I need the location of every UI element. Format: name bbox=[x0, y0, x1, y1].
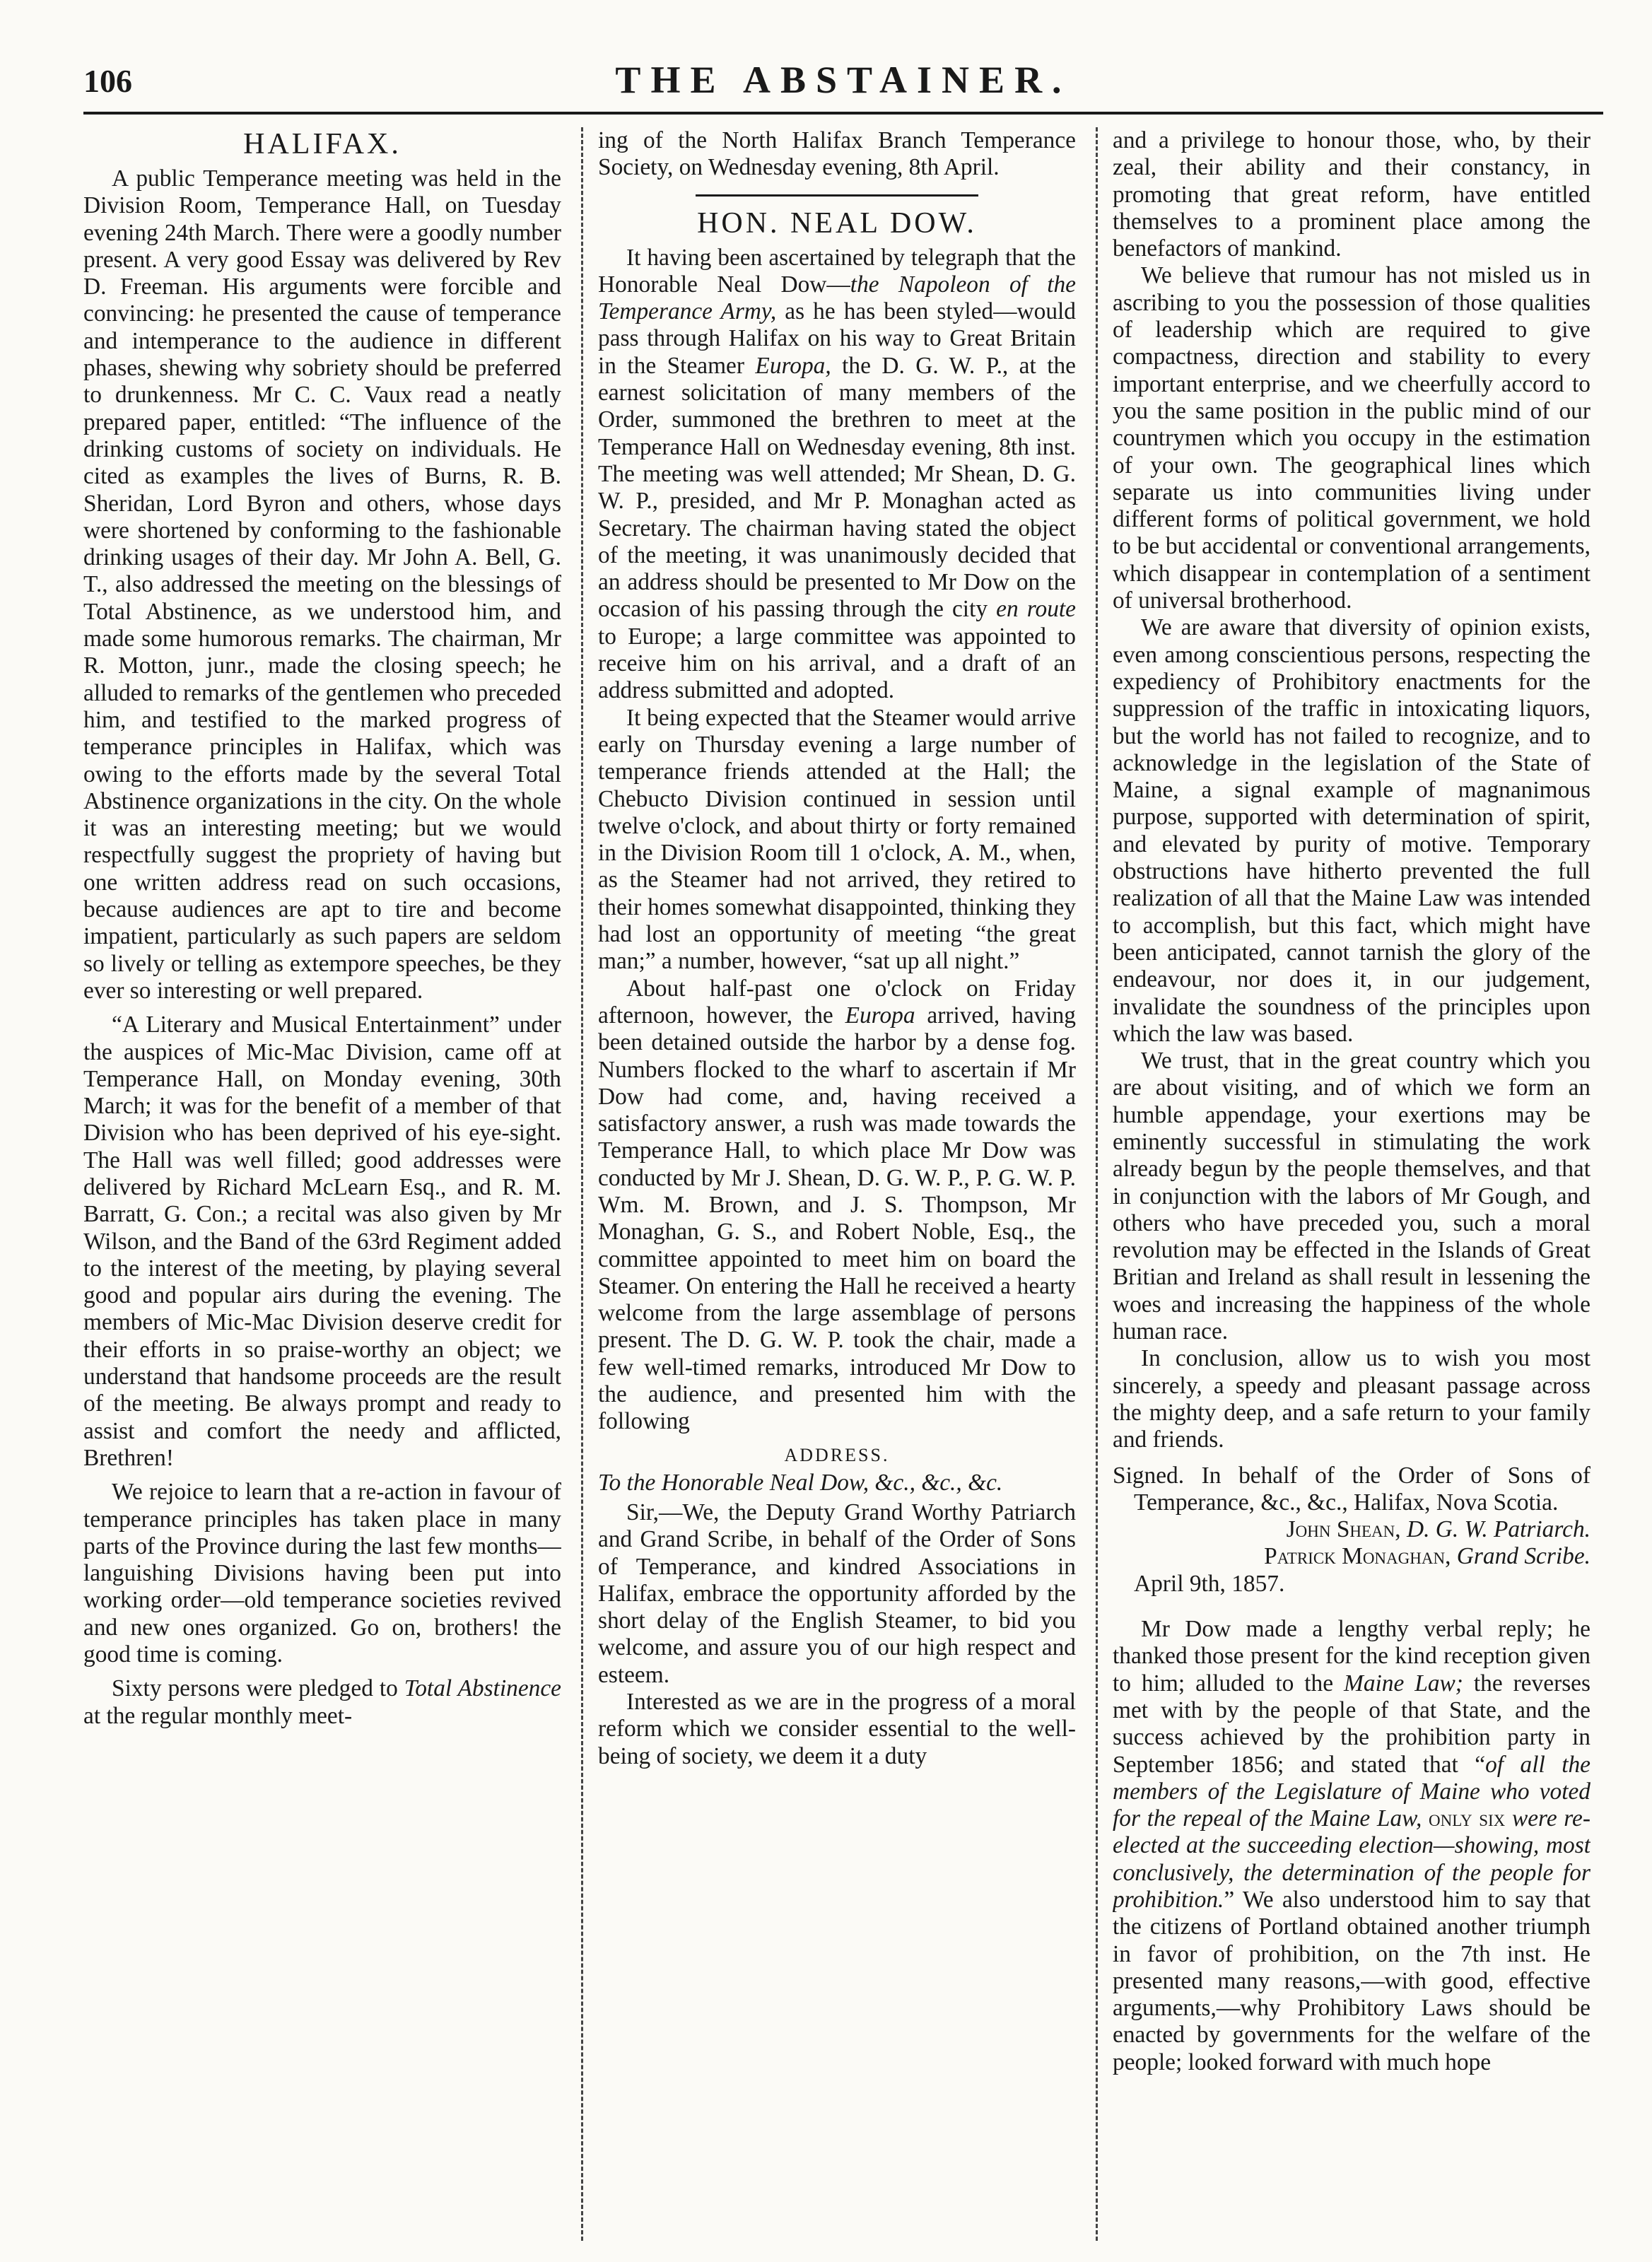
paragraph bbox=[598, 975, 1076, 1436]
paragraph: We rejoice to learn that a re-action in favour of temperance principles has taken place in many parts of the Province during the last few months—languishing Divisions having been put into working order—old temperance societies revived and new ones organized. Go on, brothers! the good time is coming. bbox=[83, 1479, 561, 1668]
text-run: Sixty persons were pledged to bbox=[112, 1675, 404, 1702]
paragraph bbox=[83, 1675, 561, 1730]
signature-monaghan bbox=[1113, 1543, 1591, 1570]
header-rule bbox=[83, 112, 1603, 115]
signature-shean bbox=[1113, 1516, 1591, 1543]
signatory-name: John Shean, bbox=[1286, 1516, 1401, 1543]
text-run: the D. G. W. P., at the earnest solicitation of many members of the Order, summoned the brethren to meet at the Temperance Hall on Wednesday evening, 8th inst. The meeting was well attended; Mr Shean, D. G. W. P., presided, and Mr P. Monaghan acted as Secretary. The chairman having stated the object of the meeting, it was unanimously decided that an address should be presented to Mr Dow on the occasion of his passing through the city bbox=[598, 352, 1076, 623]
paragraph bbox=[598, 245, 1076, 705]
text-run: the reverses met with by the people of that State, and the success achieved by the prohibition party in September 1856; and stated that “ bbox=[1113, 1670, 1591, 1778]
page-header bbox=[83, 58, 1603, 107]
signatory-title: Grand Scribe. bbox=[1451, 1543, 1591, 1570]
paragraph: We trust, that in the great country which you are about visiting, and of which we form an humble appendage, your exertions may be eminently successful in stimulating the work already begun by the people themselves, and that in conjunction with the labors of Mr Gough, and others who have preceded you, such a moral revolution may be effected in the Islands of Great Britian and Ireland as shall result in lessening the woes and increasing the happiness of the whole human race. bbox=[1113, 1048, 1591, 1345]
text-run: About half-past one o'clock on Friday afternoon, however, the bbox=[598, 975, 1076, 1029]
italic-run: Maine Law; bbox=[1344, 1670, 1463, 1696]
italic-run: en route bbox=[996, 596, 1076, 623]
italic-run: were re-elected at the succeeding election—showing, most conclusively, the determination of the people for prohibition. bbox=[1113, 1805, 1591, 1913]
column-3 bbox=[1113, 127, 1591, 2241]
smallcaps-run: only six bbox=[1422, 1805, 1512, 1832]
text-run: to Europe; a large committee was appointed to receive him on his arrival, and a draft of an address submitted and adopted. bbox=[598, 623, 1076, 704]
paragraph: A public Temperance meeting was held in the Division Room, Temperance Hall, on Tuesday evening 24th March. There were a goodly number present. A very good Essay was delivered by Rev D. Freeman. His arguments were forcible and convincing: he presented the cause of temperance and intemperance to the audience in different phases, shewing why sobriety should be preferred to drunkenness. Mr C. C. Vaux read a neatly prepared paper, entitled: “The influence of the drinking customs of society on individuals. He cited as examples the lives of Burns, R. B. Sheridan, Lord Byron and others, whose days were shortened by conforming to the fashionable drinking usages of their day. Mr John A. Bell, G. T., also addressed the meeting on the blessings of Total Abstinence, as we understood him, and made some humorous remarks. The chairman, Mr R. Motton, junr., made the closing speech; he alluded to remarks of the gentlemen who preceded him, and testified to the marked progress of temperance principles in Halifax, which was owing to the efforts made by the several Total Abstinence organizations in the city. On the whole it was an interesting meeting; but we would respectfully suggest the propriety of having but one written address read on such occasions, because audiences are apt to tire and become impatient, particularly as such papers are seldom so lively or telling as extempore speeches, be they ever so interesting or well prepared. bbox=[83, 165, 561, 1004]
italic-run: Europa, bbox=[755, 352, 831, 379]
paragraph: In conclusion, allow us to wish you most sincerely, a speedy and pleasant passage across the mighty deep, and a safe return to your family and friends. bbox=[1113, 1345, 1591, 1453]
article-heading-neal-dow: HON. NEAL DOW. bbox=[697, 206, 977, 240]
paragraph: “A Literary and Musical Entertainment” under the auspices of Mic-Mac Division, came off at Temperance Hall, on Monday evening, 30th March; it was for the benefit of a member of that Division who has been deprived of his eye-sight. The Hall was well filled; good addresses were delivered by Richard McLearn Esq., and R. M. Barratt, G. Con.; a recital was also given by Mr Wilson, and the Band of the 63rd Regiment added to the interest of the meeting, by playing several good and popular airs during the evening. The members of Mic-Mac Division deserve credit for their efforts in so praise-worthy an object; we understand that handsome proceeds are the result of the meeting. Be always prompt and ready to assist and comfort the needy and afflicted, Brethren! bbox=[83, 1012, 561, 1471]
text-run: as he has been styled—would pass through Halifax on his way to Great Britain in the Steamer bbox=[598, 298, 1076, 379]
address-salutation: To the Honorable Neal Dow, &c., &c., &c. bbox=[598, 1469, 1003, 1496]
address-subheading: ADDRESS. bbox=[784, 1444, 890, 1465]
paragraph-continued: ing of the North Halifax Branch Temperance Society, on Wednesday evening, 8th April. bbox=[598, 127, 1076, 181]
italic-run: of all the members of the Legislature of Maine who voted for the repeal of the Maine Law, bbox=[1113, 1751, 1591, 1832]
text-run: It having been ascertained by telegraph that the Honorable Neal Dow— bbox=[598, 244, 1076, 298]
paragraph bbox=[1113, 1616, 1591, 2076]
signatory-title: D. G. W. Patriarch. bbox=[1400, 1516, 1591, 1543]
text-run: arrived, having been detained outside the harbor by a dense fog. Numbers flocked to the wharf to ascertain if Mr Dow had come, and, having received a satisfactory answer, a rush was made towards the Temperance Hall, to which place Mr Dow was conducted by Mr J. Shean, D. G. W. P., P. G. W. P. Wm. M. Brown, and J. S. Thompson, Mr Monaghan, G. S., and Robert Noble, Esq., the committee appointed to meet him on board the Steamer. On entering the Hall he received a hearty welcome from the large assemblage of persons present. The D. G. W. P. took the chair, made a few well-timed remarks, introduced Mr Dow to the audience, and presented him with the following bbox=[598, 1002, 1076, 1435]
paragraph: It being expected that the Steamer would arrive early on Thursday evening a large number of temperance friends attended at the Hall; the Chebucto Division continued in session until twelve o'clock, and about thirty or forty remained in the Division Room till 1 o'clock, A. M., when, as the Steamer had not arrived, they retired to their homes somewhat disappointed, thinking they had lost an opportunity of meeting “the great man;” a number, however, “sat up all night.” bbox=[598, 704, 1076, 975]
page-number: 106 bbox=[83, 63, 132, 99]
column-rule bbox=[581, 127, 583, 2241]
signed-line: Signed. In behalf of the Order of Sons of Temperance, &c., &c., Halifax, Nova Scotia. bbox=[1113, 1462, 1591, 1516]
section-rule bbox=[696, 194, 978, 197]
signatory-name: Patrick Monaghan, bbox=[1264, 1543, 1451, 1570]
paragraph-continued: and a privilege to honour those, who, by their zeal, their ability and their constancy, in promoting that great reform, have entitled themselves to a prominent place among the benefactors of mankind. bbox=[1113, 127, 1591, 262]
running-title: THE ABSTAINER. bbox=[615, 59, 1072, 101]
text-run: at the regular monthly meet- bbox=[83, 1702, 353, 1729]
italic-run: the Napoleon of the Temperance Army, bbox=[598, 271, 1076, 325]
paragraph: We are aware that diversity of opinion exists, even among conscientious persons, respecting the expediency of Prohibitory enactments for the suppression of the traffic in intoxicating liquors, but the world has not failed to recognize, and to acknowledge in the legislation of the State of Maine, a signal example of magnanimous purpose, supported with determination of spirit, and elevated by purity of motive. Temporary obstructions have hitherto prevented the full realization of all that the Maine Law was intended to accomplish, but this fact, which might have been anticipated, cannot tarnish the glory of the endeavour, nor does it, in our judgement, invalidate the soundness of the principles upon which the law was based. bbox=[1113, 614, 1591, 1047]
text-run: Mr Dow made a lengthy verbal reply; he thanked those present for the kind reception given to him; alluded to the bbox=[1113, 1616, 1591, 1696]
column-2 bbox=[598, 127, 1076, 2241]
paragraph: Sir,—We, the Deputy Grand Worthy Patriarch and Grand Scribe, in behalf of the Order of Sons of Temperance, and kindred Associations in Halifax, embrace the opportunity afforded by the short delay of the English Steamer, to bid you welcome, and assure you of our high respect and esteem. bbox=[598, 1499, 1076, 1688]
article-heading-halifax: HALIFAX. bbox=[243, 128, 402, 160]
italic-run: Europa bbox=[845, 1002, 915, 1029]
italic-run: Total Abstinence bbox=[404, 1675, 561, 1702]
paragraph: Interested as we are in the progress of a moral reform which we consider essential to the well-being of society, we deem it a duty bbox=[598, 1689, 1076, 1769]
text-run: ” We also understood him to say that the citizens of Portland obtained another triumph in favor of prohibition, on the 7th inst. He presented many reasons,—with good, effective arguments,—why Prohibitory Laws should be enacted by governments for the welfare of the people; looked forward with much hope bbox=[1113, 1887, 1591, 2075]
column-rule bbox=[1096, 127, 1098, 2241]
address-date: April 9th, 1857. bbox=[1134, 1570, 1285, 1597]
column-1 bbox=[83, 127, 561, 2241]
paragraph: We believe that rumour has not misled us in ascribing to you the possession of those qualities of leadership which are required to give compactness, direction and stability to every important enterprise, and we cheerfully accord to you the same position in the public mind of our countrymen which you occupy in the estimation of your own. The geographical lines which separate us into communities living under different forms of political government, we hold to be but accidental or conventional arrangements, which disappear in contemplation of a sentiment of universal brotherhood. bbox=[1113, 262, 1591, 614]
